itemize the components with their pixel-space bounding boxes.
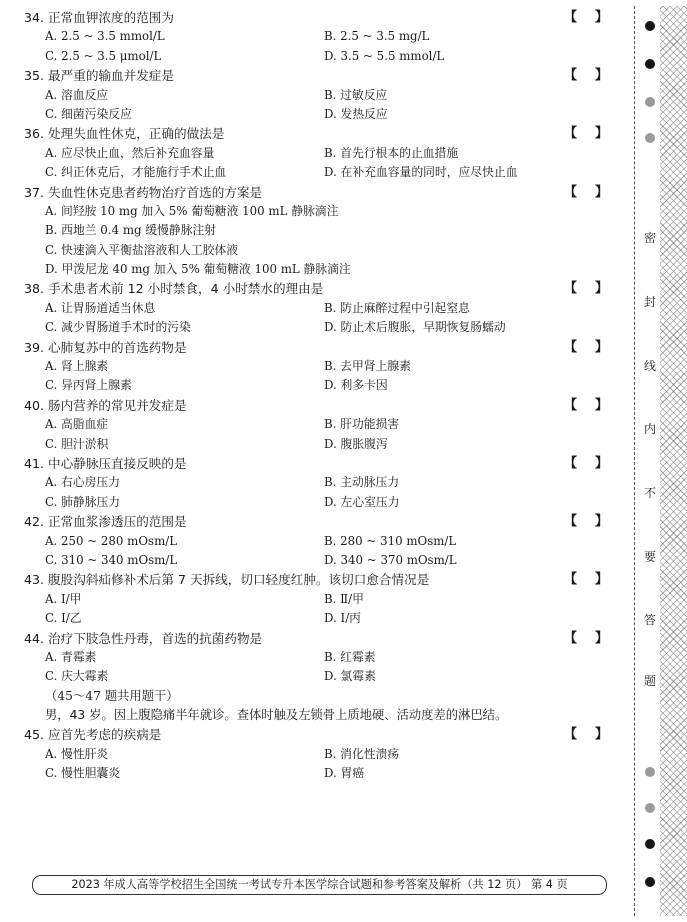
option-a: A. 让胃肠道适当休息 [45, 300, 156, 315]
option-b: B. 防止麻醉过程中引起窒息 [324, 300, 470, 315]
question-stem: 39. 心肺复苏中的首选药物是 【 】 [24, 339, 608, 355]
option-row [0, 260, 620, 279]
group-stem: 男，43 岁。因上腹隐痛半年就诊。查体时触及左锁骨上质地硬、活动度差的淋巴结。 [45, 708, 508, 723]
seal-char: 密 [643, 231, 656, 245]
option-b: B. 280 ~ 310 mOsm/L [324, 533, 457, 548]
option-a: A. 青霉素 [45, 649, 97, 664]
binding-hole-icon [645, 839, 655, 849]
option-a: A. 间羟胺 10 mg 加入 5% 葡萄糖液 100 mL 静脉滴注 [45, 203, 339, 218]
option-row [0, 415, 620, 434]
question-stem: 36. 处理失血性休克，正确的做法是 【 】 [24, 126, 608, 142]
option-b: B. 过敏反应 [324, 87, 388, 102]
question-stem: 37. 失血性休克患者药物治疗首选的方案是 【 】 [24, 184, 608, 200]
option-a: A. 2.5 ~ 3.5 mmol/L [45, 29, 165, 44]
option-row [0, 376, 620, 395]
option-row [0, 241, 620, 260]
page-footer: 2023 年成人高等学校招生全国统一考试专升本医学综合试题和参考答案及解析（共 12 页） 第 4 页 [32, 875, 607, 895]
exam-page-content [0, 8, 620, 784]
question-stem: 45. 应首先考虑的疾病是 【 】 [24, 727, 608, 743]
question-stem: 41. 中心静脉压直接反映的是 【 】 [24, 455, 608, 471]
question-stem: 38. 手术患者术前 12 小时禁食，4 小时禁水的理由是 【 】 [24, 281, 608, 297]
binding-hole-icon [645, 803, 655, 813]
question-stem: 34. 正常血钾浓度的范围为 【 】 [24, 10, 608, 25]
option-row [0, 357, 620, 376]
seal-char: 要 [643, 550, 656, 564]
option-row [0, 144, 620, 163]
option-row [0, 532, 620, 551]
option-d: D. 甲泼尼龙 40 mg 加入 5% 葡萄糖液 100 mL 静脉滴注 [45, 262, 351, 277]
option-d: D. 腹胀腹泻 [324, 436, 388, 451]
option-d: D. 氯霉素 [324, 669, 376, 684]
option-c: C. 异丙肾上腺素 [45, 378, 132, 393]
option-row [0, 648, 620, 667]
binding-hole-icon [645, 59, 655, 69]
option-c: C. Ⅰ/乙 [45, 611, 82, 626]
option-row [0, 86, 620, 105]
option-b: B. 去甲肾上腺素 [324, 359, 411, 374]
option-row [0, 105, 620, 124]
option-a: A. 应尽快止血，然后补充血容量 [45, 145, 215, 160]
option-c: C. 减少胃肠道手术时的污染 [45, 320, 191, 335]
option-d: D. 在补充血容量的同时，应尽快止血 [324, 165, 518, 180]
option-row [0, 27, 620, 46]
option-a: A. 慢性肝炎 [45, 746, 109, 761]
option-d: D. Ⅰ/丙 [324, 611, 361, 626]
option-c: C. 慢性胆囊炎 [45, 766, 121, 781]
seal-char: 封 [643, 295, 656, 309]
question-stem: 40. 肠内营养的常见并发症是 【 】 [24, 397, 608, 413]
option-c: C. 细菌污染反应 [45, 106, 132, 121]
binding-hole-icon [645, 767, 655, 777]
option-c: C. 纠正休克后，才能施行手术止血 [45, 165, 227, 180]
binding-hole-icon [645, 133, 655, 143]
seal-char: 题 [643, 674, 656, 688]
option-row [0, 667, 620, 686]
crosshatch-pattern [660, 6, 687, 916]
option-b: B. 消化性溃疡 [324, 746, 400, 761]
option-d: D. 利多卡因 [324, 378, 388, 393]
binding-hole-icon [645, 97, 655, 107]
option-b: B. 肝功能损害 [324, 417, 400, 432]
question-stem: 42. 正常血浆渗透压的范围是 【 】 [24, 514, 608, 530]
option-b: B. Ⅱ/甲 [324, 591, 364, 606]
option-b: B. 西地兰 0.4 mg 缓慢静脉注射 [45, 223, 217, 238]
option-row [0, 435, 620, 454]
option-a: A. 右心房压力 [45, 475, 121, 490]
option-row [0, 590, 620, 609]
option-c: C. 快速滴入平衡盐溶液和人工胶体液 [45, 242, 239, 257]
option-c: C. 胆汁淤积 [45, 436, 109, 451]
option-d: D. 3.5 ~ 5.5 mmol/L [324, 48, 445, 63]
seal-char: 线 [643, 359, 656, 373]
option-a: A. Ⅰ/甲 [45, 591, 82, 606]
option-row [0, 764, 620, 783]
option-d: D. 胃癌 [324, 766, 365, 781]
option-b: B. 2.5 ~ 3.5 mg/L [324, 29, 430, 44]
binding-hole-icon [645, 21, 655, 31]
option-row [0, 221, 620, 240]
option-row [0, 299, 620, 318]
option-row [0, 202, 620, 221]
seal-dashed-line [634, 6, 635, 916]
option-b: B. 首先行根本的止血措施 [324, 145, 459, 160]
option-c: C. 310 ~ 340 mOsm/L [45, 552, 178, 567]
option-c: C. 肺静脉压力 [45, 494, 121, 509]
option-row [0, 318, 620, 337]
seal-char: 内 [643, 422, 656, 436]
option-row [0, 609, 620, 628]
group-note: （45～47 题共用题干） [45, 688, 179, 703]
option-a: A. 250 ~ 280 mOsm/L [45, 533, 178, 548]
seal-char: 不 [643, 486, 656, 500]
option-c: C. 庆大霉素 [45, 669, 109, 684]
option-a: A. 高脂血症 [45, 417, 109, 432]
option-d: D. 340 ~ 370 mOsm/L [324, 552, 457, 567]
option-c: C. 2.5 ~ 3.5 μmol/L [45, 48, 162, 63]
option-row [0, 745, 620, 764]
option-row [0, 493, 620, 512]
option-row [0, 163, 620, 182]
option-d: D. 防止术后腹胀，早期恢复肠蠕动 [324, 320, 506, 335]
option-a: A. 溶血反应 [45, 87, 109, 102]
question-stem: 44. 治疗下肢急性丹毒，首选的抗菌药物是 【 】 [24, 630, 608, 646]
option-a: A. 肾上腺素 [45, 359, 109, 374]
option-row [0, 551, 620, 570]
binding-hole-icon [645, 877, 655, 887]
option-d: D. 发热反应 [324, 106, 388, 121]
option-row [0, 47, 620, 66]
option-row [0, 473, 620, 492]
question-stem: 43. 腹股沟斜疝修补术后第 7 天拆线，切口轻度红肿。该切口愈合情况是 【 】 [24, 572, 608, 588]
question-stem: 35. 最严重的输血并发症是 【 】 [24, 68, 608, 84]
option-b: B. 主动脉压力 [324, 475, 400, 490]
option-b: B. 红霉素 [324, 649, 376, 664]
option-d: D. 左心室压力 [324, 494, 400, 509]
seal-char: 答 [643, 613, 656, 627]
